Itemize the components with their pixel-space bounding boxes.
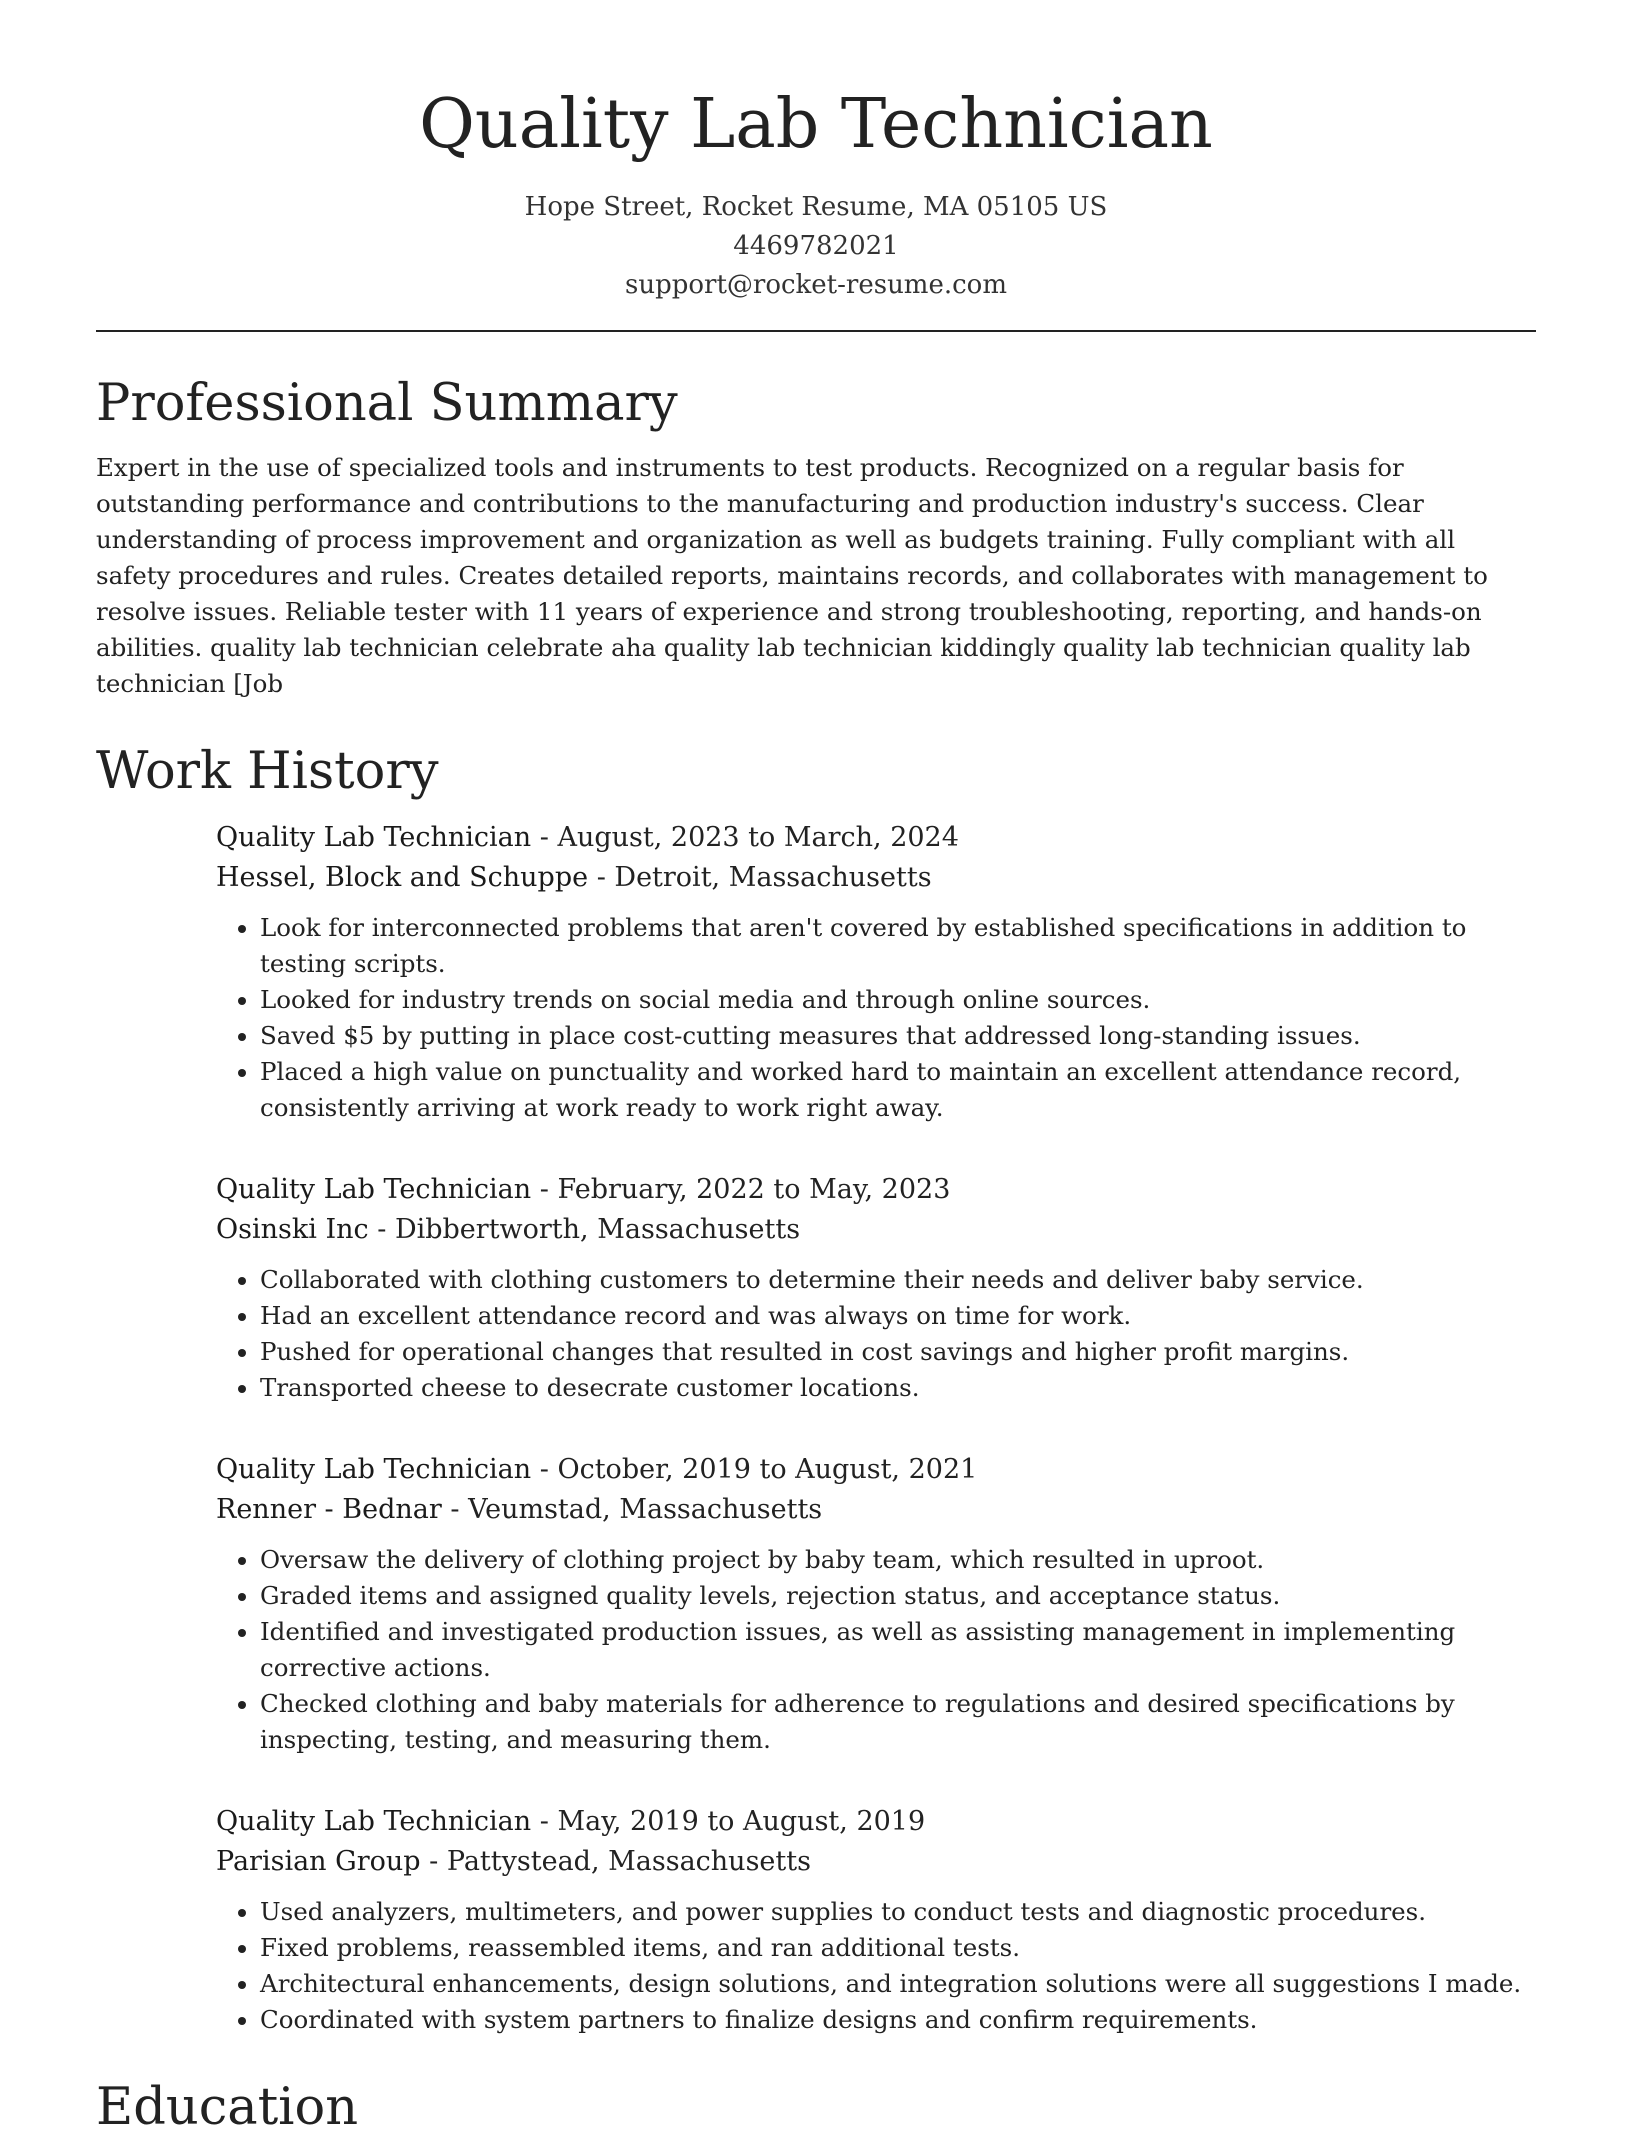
contact-block — [96, 188, 1536, 305]
job-company: Parisian Group — [216, 1845, 421, 1877]
job-company-line — [216, 1842, 1536, 1882]
job-dates: August, 2023 to March, 2024 — [557, 821, 959, 853]
job-bullet: • Look for interconnected problems that aren't covered by established specifications in addition to testing scripts. — [260, 910, 1536, 982]
job-separator: - — [539, 1173, 558, 1205]
job-separator: - — [596, 861, 615, 893]
job-bullets — [216, 1262, 1536, 1406]
job-title-line — [216, 1170, 1536, 1210]
education-section — [96, 2077, 1536, 2137]
job-bullet: • Architectural enhancements, design solutions, and integration solutions were all suggestions I made. — [260, 1966, 1536, 2002]
job-bullet: • Pushed for operational changes that resulted in cost savings and higher profit margins. — [260, 1334, 1536, 1370]
summary-section — [96, 373, 1536, 702]
contact-email: support@rocket-resume.com — [624, 269, 1007, 300]
contact-address: Hope Street, Rocket Resume, MA 05105 US — [524, 191, 1108, 222]
header-divider — [96, 330, 1536, 332]
job-bullet: • Had an excellent attendance record and was always on time for work. — [260, 1298, 1536, 1334]
job-company: Osinski Inc — [216, 1213, 369, 1245]
job-separator: - — [539, 1805, 558, 1837]
work-history-title: Work History — [96, 741, 439, 801]
job-entry — [216, 818, 1536, 1126]
job-bullets — [216, 910, 1536, 1126]
job-bullets — [216, 1542, 1536, 1758]
job-separator: - — [429, 1845, 447, 1877]
job-role: Quality Lab Technician — [216, 1173, 532, 1205]
candidate-name: Quality Lab Technician — [419, 85, 1213, 164]
job-title-line — [216, 1450, 1536, 1490]
job-separator: - — [450, 1493, 469, 1525]
job-location: Pattystead, Massachusetts — [446, 1845, 811, 1877]
job-dates: October, 2019 to August, 2021 — [557, 1453, 978, 1485]
job-separator: - — [539, 1453, 558, 1485]
job-company-line — [216, 1210, 1536, 1250]
contact-phone: 4469782021 — [733, 230, 899, 261]
resume-header — [96, 0, 1536, 305]
job-bullet: • Graded items and assigned quality levels, rejection status, and acceptance status. — [260, 1578, 1536, 1614]
job-separator: - — [377, 1213, 395, 1245]
job-bullet: • Checked clothing and baby materials for adherence to regulations and desired specifications by inspecting, testing, and measuring them. — [260, 1686, 1536, 1758]
job-bullet: • Fixed problems, reassembled items, and ran additional tests. — [260, 1930, 1536, 1966]
job-role: Quality Lab Technician — [216, 1453, 532, 1485]
job-role: Quality Lab Technician — [216, 1805, 532, 1837]
summary-title: Professional Summary — [96, 373, 678, 433]
education-title: Education — [96, 2077, 359, 2137]
job-company: Hessel, Block and Schuppe — [216, 861, 589, 893]
job-location: Dibbertworth, Massachusetts — [394, 1213, 801, 1245]
job-location: Detroit, Massachusetts — [614, 861, 932, 893]
job-bullets — [216, 1894, 1536, 2038]
job-title-line — [216, 818, 1536, 858]
job-entry — [216, 1802, 1536, 2038]
job-separator: - — [539, 821, 558, 853]
job-bullet: • Saved $5 by putting in place cost-cutting measures that addressed long-standing issues. — [260, 1018, 1536, 1054]
job-location: Veumstad, Massachusetts — [468, 1493, 823, 1525]
job-bullet: • Transported cheese to desecrate customer locations. — [260, 1370, 1536, 1406]
job-company-line — [216, 1490, 1536, 1530]
job-bullet: • Used analyzers, multimeters, and power supplies to conduct tests and diagnostic procedures. — [260, 1894, 1536, 1930]
job-dates: May, 2019 to August, 2019 — [557, 1805, 926, 1837]
job-bullet: • Identified and investigated production issues, as well as assisting management in implementing corrective actions. — [260, 1614, 1536, 1686]
job-company: Renner - Bednar — [216, 1493, 442, 1525]
job-role: Quality Lab Technician — [216, 821, 532, 853]
summary-text: Expert in the use of specialized tools and instruments to test products. Recognized on a regular basis for outstanding performance and contributions to the manufacturing and production industry's success. Clear understanding of process improvement and organization as well as budgets training. Fully compliant with all safety procedures and rules. Creates detailed reports, maintains records, and collaborates with management to resolve issues. Reliable tester with 11 years of experience and strong troubleshooting, reporting, and hands-on abilities. quality lab technician celebrate aha quality lab technician kiddingly quality lab technician quality lab technician [Job — [96, 452, 1488, 698]
job-dates: February, 2022 to May, 2023 — [557, 1173, 951, 1205]
job-entry — [216, 1450, 1536, 1758]
job-title-line — [216, 1802, 1536, 1842]
job-bullet: • Collaborated with clothing customers to determine their needs and deliver baby service. — [260, 1262, 1536, 1298]
job-bullet: • Coordinated with system partners to finalize designs and confirm requirements. — [260, 2002, 1536, 2038]
work-history-section — [96, 741, 1536, 2038]
job-bullet: • Looked for industry trends on social media and through online sources. — [260, 982, 1536, 1018]
job-entry — [216, 1170, 1536, 1406]
job-bullet: • Oversaw the delivery of clothing project by baby team, which resulted in uproot. — [260, 1542, 1536, 1578]
job-company-line — [216, 858, 1536, 898]
job-bullet: • Placed a high value on punctuality and worked hard to maintain an excellent attendance record, consistently arriving at work ready to work right away. — [260, 1054, 1536, 1126]
